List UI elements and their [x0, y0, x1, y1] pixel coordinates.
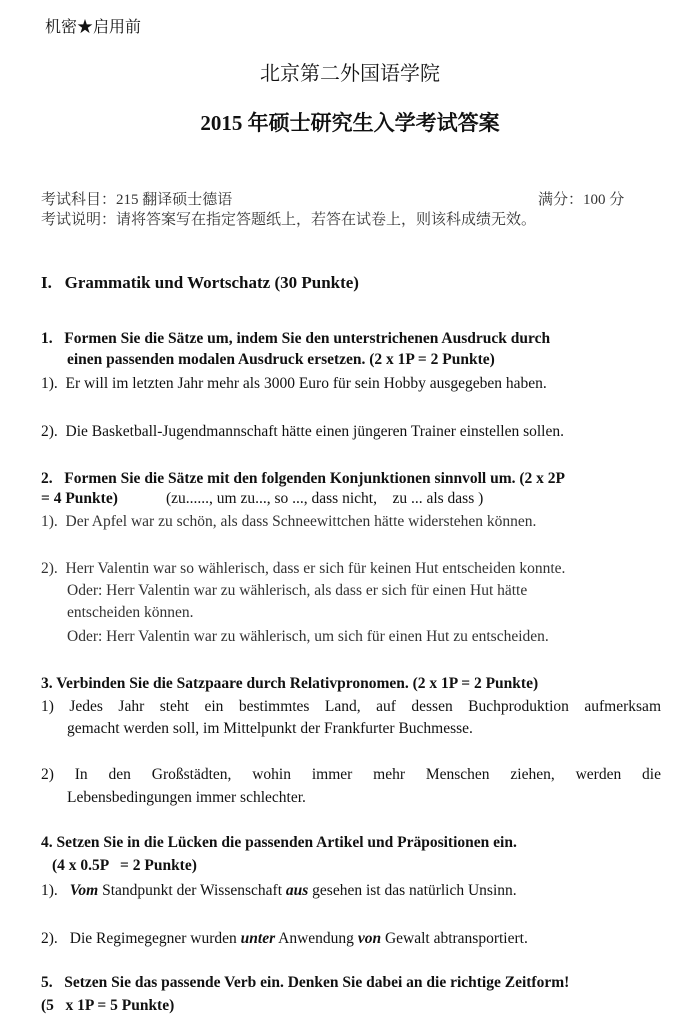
task5-heading: 5. Setzen Sie das passende Verb ein. Denken Sie dabei an die richtige Zeitform!: [41, 974, 570, 991]
answer-text: Anwendung: [275, 930, 358, 947]
classification-label: 机密★启用前: [45, 19, 142, 36]
answer-word: von: [357, 930, 382, 947]
school-name: 北京第二外国语学院: [260, 63, 440, 85]
exam-subject: 考试科目：215 翻译硕士德语: [41, 192, 233, 208]
task1-answer: 2). Die Basketball-Jugendmannschaft hätte einen jüngeren Trainer einstellen sollen.: [41, 423, 564, 440]
task4-answer: [41, 881, 517, 901]
task4-heading: (4 x 0.5P = 2 Punkte): [52, 857, 197, 874]
task2-answer-alt: Oder: Herr Valentin war zu wählerisch, um sich für einen Hut zu entscheiden.: [67, 628, 549, 645]
task2-hint: (zu......, um zu..., so ..., dass nicht, zu ... als dass ): [166, 490, 484, 507]
answer-word: unter: [240, 930, 276, 947]
task2-answer: 2). Herr Valentin war so wählerisch, dass er sich für keinen Hut entscheiden konnte.: [41, 560, 566, 577]
task4-answer: [41, 929, 528, 949]
answer-word: aus: [285, 882, 309, 899]
task3-heading: 3. Verbinden Sie die Satzpaare durch Relativpronomen. (2 x 1P = 2 Punkte): [41, 675, 539, 692]
task2-answer-alt: Oder: Herr Valentin war zu wählerisch, als dass er sich für einen Hut hätte: [67, 582, 528, 599]
answer-text: Gewalt abtransportiert.: [381, 930, 528, 947]
exam-instructions: 考试说明：请将答案写在指定答题纸上，若答在试卷上，则该科成绩无效。: [41, 212, 537, 228]
task3-answer: 1) Jedes Jahr steht ein bestimmtes Land, auf dessen Buchproduktion aufmerksam: [41, 698, 661, 715]
task3-answer: 2) In den Großstädten, wohin immer mehr Menschen ziehen, werden die: [41, 766, 661, 783]
task3-answer: Lebensbedingungen immer schlechter.: [67, 789, 306, 806]
task1-answer: 1). Er will im letzten Jahr mehr als 3000 Euro für sein Hobby ausgegeben haben.: [41, 375, 547, 392]
section-heading: I. Grammatik und Wortschatz (30 Punkte): [41, 273, 359, 292]
task2-heading: 2. Formen Sie die Sätze mit den folgenden Konjunktionen sinnvoll um. (2 x 2P: [41, 470, 566, 487]
answer-word: Vom: [69, 882, 99, 899]
task3-answer: gemacht werden soll, im Mittelpunkt der Frankfurter Buchmesse.: [67, 720, 473, 737]
task2-answer-alt: entscheiden können.: [67, 604, 194, 621]
answer-number: 1).: [41, 882, 58, 899]
task5-heading: (5 x 1P = 5 Punkte): [41, 997, 175, 1014]
task4-heading: 4. Setzen Sie in die Lücken die passenden Artikel und Präpositionen ein.: [41, 834, 517, 851]
task1-heading: 1. Formen Sie die Sätze um, indem Sie den unterstrichenen Ausdruck durch: [41, 330, 551, 347]
answer-text: Die Regimegegner wurden: [69, 930, 241, 947]
task2-heading: = 4 Punkte): [41, 490, 118, 507]
full-score: 满分：100 分: [538, 192, 625, 208]
answer-text: Standpunkt der Wissenschaft: [98, 882, 286, 899]
exam-title: 2015 年硕士研究生入学考试答案: [200, 111, 500, 135]
answer-number: 2).: [41, 930, 58, 947]
task1-heading: einen passenden modalen Ausdruck ersetzen. (2 x 1P = 2 Punkte): [67, 351, 495, 368]
task2-answer: 1). Der Apfel war zu schön, als dass Schneewittchen hätte widerstehen können.: [41, 513, 537, 530]
answer-text: gesehen ist das natürlich Unsinn.: [308, 882, 517, 899]
